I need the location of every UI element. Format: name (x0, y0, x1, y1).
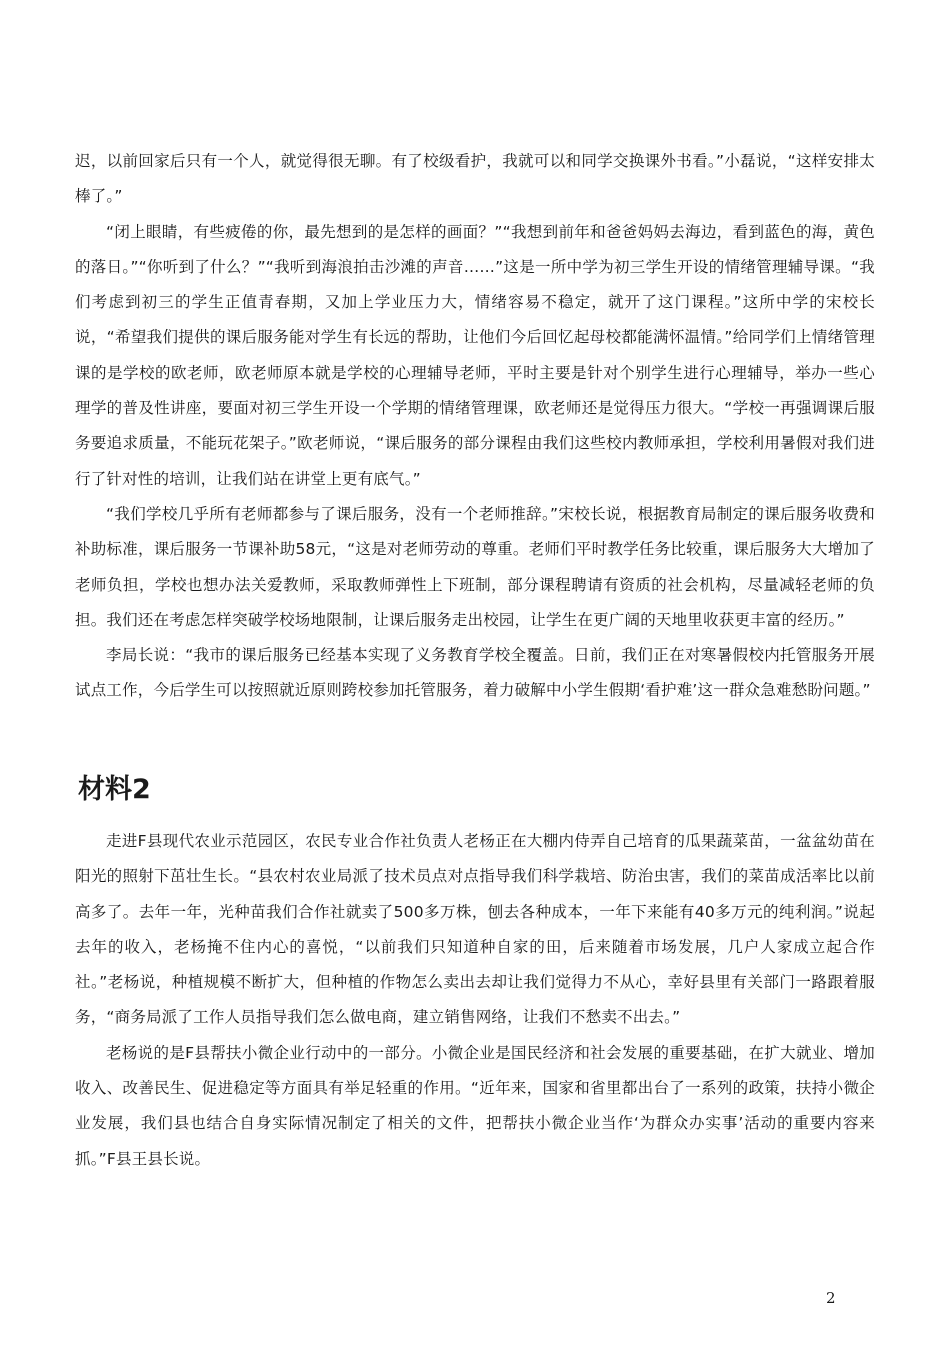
paragraph-continuation: 迟，以前回家后只有一个人，就觉得很无聊。有了校级看护，我就可以和同学交换课外书看。”小磊说，“这样安排太棒了。” (75, 152, 875, 206)
section-2-body (75, 824, 875, 1177)
paragraph: 老杨说的是F县帮扶小微企业行动中的一部分。小微企业是国民经济和社会发展的重要基础，在扩大就业、增加收入、改善民生、促进稳定等方面具有举足轻重的作用。“近年来，国家和省里都出台了一系列的政策，扶持小微企业发展，我们县也结合自身实际情况制定了相关的文件，把帮扶小微企业当作‘为群众办实事’活动的重要内容来抓。”F县王县长说。 (75, 1043, 875, 1168)
paragraph: 走进F县现代农业示范园区，农民专业合作社负责人老杨正在大棚内侍弄自己培育的瓜果蔬菜苗，一盆盆幼苗在阳光的照射下茁壮生长。“县农村农业局派了技术员点对点指导我们科学栽培、防治虫害，我们的菜苗成活率比以前高多了。去年一年，光种苗我们合作社就卖了500多万株，刨去各种成本，一年下来能有40多万元的纯利润。”说起去年的收入，老杨掩不住内心的喜悦，“以前我们只知道种自家的田，后来随着市场发展，几户人家成立起合作社。”老杨说，种植规模不断扩大，但种植的作物怎么卖出去却让我们觉得力不从心，幸好县里有关部门一路跟着服务，“商务局派了工作人员指导我们怎么做电商，建立销售网络，让我们不愁卖不出去。” (75, 832, 875, 1027)
paragraph: 李局长说：“我市的课后服务已经基本实现了义务教育学校全覆盖。日前，我们正在对寒暑假校内托管服务开展试点工作，今后学生可以按照就近原则跨校参加托管服务，着力破解中小学生假期‘看护难’这一群众急难愁盼问题。” (75, 646, 875, 700)
paragraph: “闭上眼睛，有些疲倦的你，最先想到的是怎样的画面？”“我想到前年和爸爸妈妈去海边，看到蓝色的海，黄色的落日。”“你听到了什么？”“我听到海浪拍击沙滩的声音……”这是一所中学为初三学生开设的情绪管理辅导课。“我们考虑到初三的学生正值青春期，又加上学业压力大，情绪容易不稳定，就开了这门课程。”这所中学的宋校长说，“希望我们提供的课后服务能对学生有长远的帮助，让他们今后回忆起母校都能满怀温情。”给同学们上情绪管理课的是学校的欧老师，欧老师原本就是学校的心理辅导老师，平时主要是针对个别学生进行心理辅导，举办一些心理学的普及性讲座，要面对初三学生开设一个学期的情绪管理课，欧老师还是觉得压力很大。“学校一再强调课后服务要追求质量，不能玩花架子。”欧老师说，“课后服务的部分课程由我们这些校内教师承担，学校利用暑假对我们进行了针对性的培训，让我们站在讲堂上更有底气。” (75, 222, 875, 488)
page-number: 2 (826, 1289, 836, 1307)
paragraph: “我们学校几乎所有老师都参与了课后服务，没有一个老师推辞。”宋校长说，根据教育局制定的课后服务收费和补助标准，课后服务一节课补助58元，“这是对老师劳动的尊重。老师们平时教学任务比较重，课后服务大大增加了老师负担，学校也想办法关爱教师，采取教师弹性上下班制，部分课程聘请有资质的社会机构，尽量减轻老师的负担。我们还在考虑怎样突破学校场地限制，让课后服务走出校园，让学生在更广阔的天地里收获更丰富的经历。” (75, 504, 875, 629)
section-1-body (75, 144, 875, 709)
section-heading: 材料2 (78, 774, 151, 805)
